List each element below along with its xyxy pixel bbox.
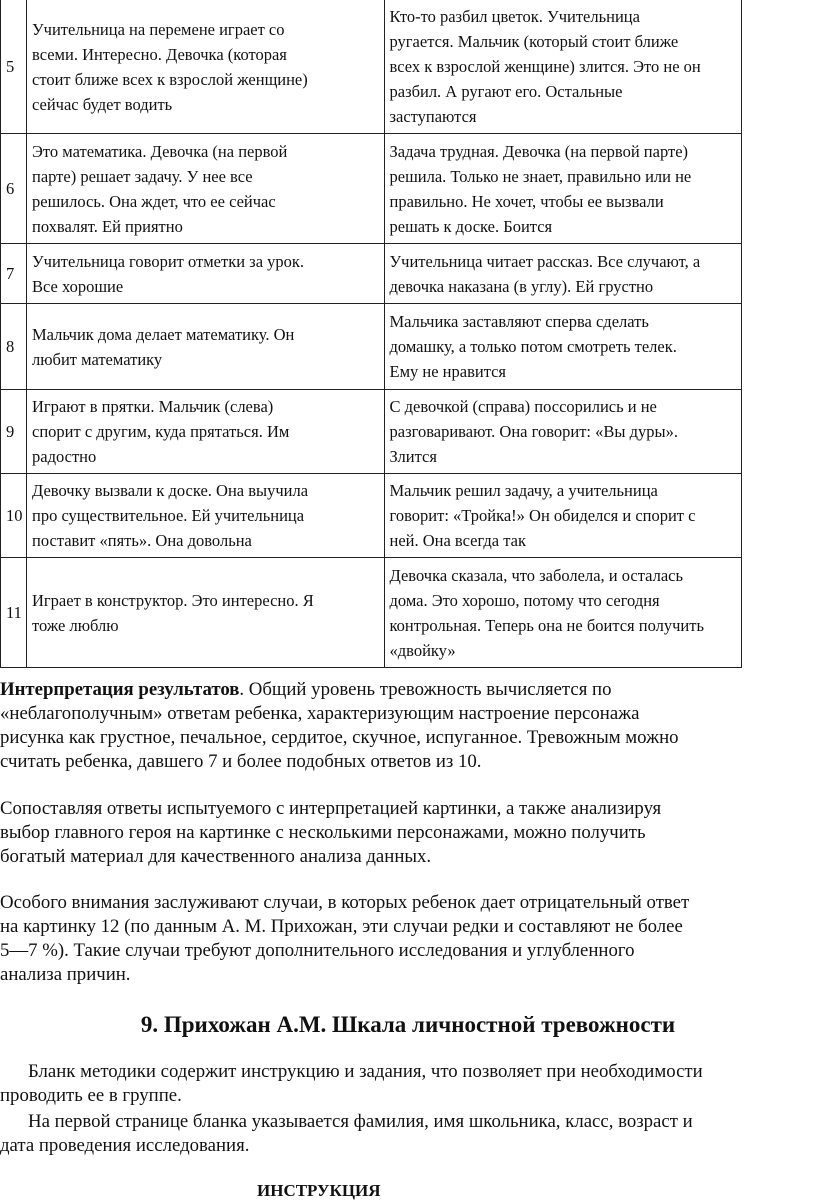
cell-line: решилось. Она ждет, что ее сейчас	[32, 191, 276, 211]
comparison-line: Сопоставляя ответы испытуемого с интерпретацией картинки, а также анализируя	[0, 798, 662, 819]
cell-line: девочка наказана (в углу). Ей грустно	[389, 276, 654, 296]
cell-line: С девочкой (справа) поссорились и не	[389, 397, 657, 416]
special-cases-line: 5—7 %). Такие случаи требуют дополнительного исследования и углубленного	[0, 940, 635, 961]
row-number: 5	[1, 0, 27, 134]
cell-line: Мальчика заставляют сперва сделать	[389, 312, 649, 331]
cell-line: Учительница читает рассказ. Все случают, а	[389, 251, 701, 271]
cell-line: всеми. Интересно. Девочка (которая	[32, 44, 287, 64]
comparison-line: богатый материал для качественного анализа данных.	[0, 846, 432, 867]
cell-line: любит математику	[32, 349, 163, 369]
cell-line: Кто-то разбил цветок. Учительница	[389, 7, 640, 26]
cell-line: Девочку вызвали к доске. Она выучила	[32, 481, 309, 500]
row-number: 8	[1, 304, 27, 390]
special-cases-line: анализа причин.	[0, 964, 131, 985]
table-row	[1, 134, 742, 244]
row-number: 9	[1, 390, 27, 474]
first-page-line: дата проведения исследования.	[0, 1135, 250, 1156]
cell-line: ругается. Мальчик (который стоит ближе	[389, 32, 679, 51]
cell-line: ней. Она всегда так	[389, 531, 527, 550]
table-row	[1, 244, 742, 304]
cell-line: Играет в конструктор. Это интересно. Я	[32, 590, 314, 610]
row-number: 11	[1, 558, 27, 668]
interpretation-line: «неблагополучным» ответам ребенка, характеризующим настроение персонажа	[0, 703, 640, 724]
cell-line: Девочка сказала, что заболела, и осталась	[389, 565, 684, 585]
first-page-line: На первой странице бланка указывается фамилия, имя школьника, класс, возраст и	[28, 1111, 693, 1132]
row-number: 7	[1, 244, 27, 304]
negative-answer-cell	[384, 0, 742, 134]
positive-answer-cell	[27, 474, 385, 558]
cell-line: «двойку»	[389, 640, 456, 660]
interpretation-line: рисунка как грустное, печальное, сердитое, скучное, испуганное. Тревожным можно	[0, 727, 679, 748]
positive-answer-cell	[27, 244, 385, 304]
cell-line: Злится	[389, 447, 437, 466]
negative-answer-cell	[384, 558, 742, 668]
cell-line: Играют в прятки. Мальчик (слева)	[32, 397, 274, 416]
positive-answer-cell	[27, 134, 385, 244]
cell-line: говорит: «Тройка!» Он обиделся и спорит с	[389, 506, 696, 525]
negative-answer-cell	[384, 134, 742, 244]
cell-line: Это математика. Девочка (на первой	[32, 141, 288, 161]
negative-answer-cell	[384, 474, 742, 558]
cell-line: заступаются	[389, 107, 477, 126]
cell-line: разбил. А ругают его. Остальные	[389, 82, 623, 101]
cell-line: стоит ближе всех к взрослой женщине)	[32, 69, 308, 89]
cell-line: разговаривают. Она говорит: «Вы дуры».	[389, 422, 678, 441]
cell-line: Ему не нравится	[389, 362, 507, 381]
cell-line: Мальчик дома делает математику. Он	[32, 324, 295, 344]
cell-line: парте) решает задачу. У нее все	[32, 166, 253, 186]
interpretation-line: . Общий уровень тревожность вычисляется по	[239, 679, 612, 700]
cell-line: Мальчик решил задачу, а учительница	[389, 481, 658, 500]
special-cases-line: на картинку 12 (по данным А. М. Прихожан, эти случаи редки и составляют не более	[0, 916, 683, 937]
cell-line: Учительница на перемене играет со	[32, 19, 285, 39]
interpretation-paragraph	[0, 678, 679, 774]
cell-line: тоже люблю	[32, 615, 119, 635]
cell-line: похвалят. Ей приятно	[32, 216, 183, 236]
cell-line: дома. Это хорошо, потому что сегодня	[389, 590, 660, 610]
instruction-title: ИНСТРУКЦИЯ	[257, 1181, 381, 1200]
cell-line: Все хорошие	[32, 276, 124, 296]
row-number: 6	[1, 134, 27, 244]
special-cases-line: Особого внимания заслуживают случаи, в которых ребенок дает отрицательный ответ	[0, 892, 690, 913]
negative-answer-cell	[384, 390, 742, 474]
form-line: Бланк методики содержит инструкцию и задания, что позволяет при необходимости	[28, 1061, 703, 1082]
interpretation-line: считать ребенка, давшего 7 и более подобных ответов из 10.	[0, 751, 482, 772]
table-row	[1, 0, 742, 134]
cell-line: контрольная. Теперь она не боится получить	[389, 615, 704, 635]
cell-line: Задача трудная. Девочка (на первой парте)	[389, 141, 689, 161]
interpretation-bold-label: Интерпретация результатов	[0, 679, 240, 700]
table-row	[1, 390, 742, 474]
positive-answer-cell	[27, 558, 385, 668]
table-row	[1, 558, 742, 668]
row-number: 10	[1, 474, 27, 558]
form-paragraph	[0, 1060, 703, 1108]
cell-line: Учительница говорит отметки за урок.	[32, 251, 305, 271]
first-page-paragraph	[0, 1110, 693, 1158]
comparison-line: выбор главного героя на картинке с несколькими персонажами, можно получить	[0, 822, 646, 843]
cell-line: спорит с другим, куда прятаться. Им	[32, 422, 290, 441]
negative-answer-cell	[384, 304, 742, 390]
cell-line: про существительное. Ей учительница	[32, 506, 305, 525]
table-row	[1, 304, 742, 390]
cell-line: всех к взрослой женщине) злится. Это не он	[389, 57, 701, 76]
cell-line: радостно	[32, 447, 97, 466]
special-cases-paragraph	[0, 891, 689, 987]
cell-line: сейчас будет водить	[32, 94, 173, 114]
cell-line: домашку, а только потом смотреть телек.	[389, 337, 677, 356]
positive-answer-cell	[27, 0, 385, 134]
cell-line: решила. Только не знает, правильно или не	[389, 166, 692, 186]
section-title: 9. Прихожан А.М. Шкала личностной тревожности	[140, 1012, 676, 1037]
cell-line: решать к доске. Боится	[389, 216, 553, 236]
form-line: проводить ее в группе.	[0, 1085, 182, 1106]
negative-answer-cell	[384, 244, 742, 304]
positive-answer-cell	[27, 390, 385, 474]
cell-line: правильно. Не хочет, чтобы ее вызвали	[389, 191, 664, 211]
comparison-paragraph	[0, 797, 661, 869]
positive-answer-cell	[27, 304, 385, 390]
cell-line: поставит «пять». Она довольна	[32, 531, 252, 550]
table-row	[1, 474, 742, 558]
